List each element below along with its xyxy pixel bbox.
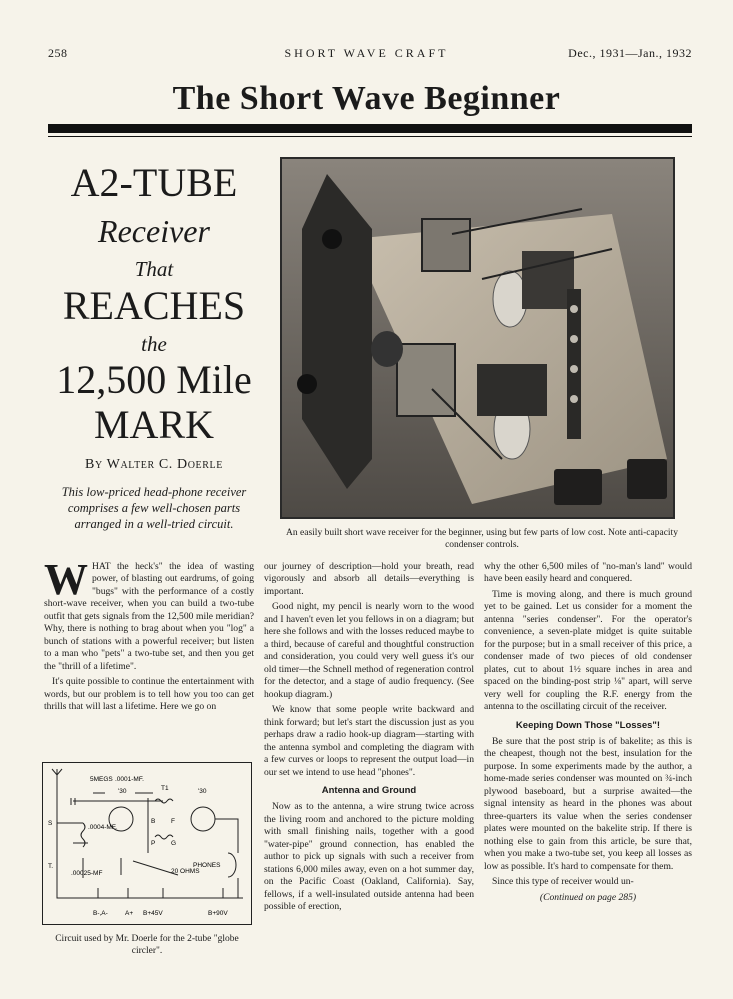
- column-2-paragraph-3: We know that some people write backward and think forward; but let's start the discussion just as you perhaps draw a radio hook-up diagram—starting with the antenna symbol and completing the diagram with a few curves or loops to represent the output load—in our set we intend to use head "phones".: [264, 704, 474, 778]
- headline-line-1: A2-TUBE: [70, 160, 238, 205]
- column-3-paragraph-3: Be sure that the post strip is of bakelite; as this is the cheapest, though not the best, insulation for the purpose. In some experiments made by the author, a home-made series condenser was mounted on ¾-inch plywood baseboard, but a surprise awaited—the signal intensity as heard in the phones was about three-quarters its value when the series condenser plates were mounted on the bakelite strip. If there is nothing else to gain from this article, be sure that, when you make a two-tube set, you keep all losses as low as possible. It's hard to compensate for them.: [484, 735, 692, 872]
- magazine-name: SHORT WAVE CRAFT: [284, 46, 449, 60]
- diagram-label-battery-2: A+: [125, 910, 134, 917]
- diagram-label-ohms: 20 OHMS: [171, 868, 200, 875]
- subhead: This low-priced head-phone receiver comprises a few well-chosen parts arranged in a well-tried circuit.: [61, 485, 247, 531]
- diagram-label-battery-1: B-,A-: [93, 910, 108, 917]
- title-rule-thin: [48, 136, 692, 137]
- diagram-label-c00025: .00025-MF: [71, 870, 103, 877]
- diagram-label-t: T.: [48, 863, 54, 870]
- headline-line-6: 12,500 Mile: [56, 357, 252, 402]
- receiver-photo-image: [282, 159, 673, 517]
- headline-line-5: the: [141, 332, 167, 356]
- diagram-label-p: P: [151, 840, 156, 847]
- title-rule-thick: [48, 124, 692, 133]
- issue-date: Dec., 1931—Jan., 1932: [568, 46, 692, 60]
- column-3-paragraph-1: why the other 6,500 miles of "no-man's land" would have been easily heard and conquered.: [484, 561, 692, 585]
- column-1-paragraph-1-text: HAT the heck's" the idea of wasting power, of blasting out eardrums, of going "bugs" with the performance of a costly short-wave receiver, when you can build a two-tube outfit that gets signals from the 12,500 mile meridian? Why, there is nothing to brag about when you "log" a bunch of stations with a powerful receiver; but listen to a man who "pets" a two-tube set, and then you get the "thrill of a lifetime".: [44, 561, 254, 672]
- diagram-label-5megs: 5MEGS: [90, 776, 113, 783]
- drop-cap: W: [44, 555, 88, 604]
- column-2-paragraph-4: Now as to the antenna, a wire strung twice across the living room and anchored to the picture molding with small finishing nails, together with a good "water-pipe" ground connection, has enabled the author to pick up signals with such a receiver from stations 6,000 miles away, even on a hot summer day, on the Pacific Coast (Oakland, California). Say, fellows, if a well-insulated outside antenna had been possible of erection,: [264, 801, 474, 913]
- column-3: [484, 561, 692, 904]
- column-3-paragraph-4: Since this type of receiver would un-: [492, 876, 634, 888]
- losses-heading: Keeping Down Those "Losses"!: [515, 719, 661, 731]
- diagram-label-battery-3: B+45V: [143, 910, 163, 917]
- column-2-paragraph-2: Good night, my pencil is nearly worn to the wood and I haven't even let you fellows in on a diagram; but here she follows and with the losses reduced maybe to a third, because of careful and thoughtful construction and consideration, you could very well guess it's our old timer—the Schnell method of regeneration control for the detector, and a stage of audio frequency. (See hookup diagram.): [264, 601, 474, 700]
- column-3-paragraph-2: Time is moving along, and there is much ground yet to be gained. Let us consider for a moment the antenna "series condenser". For the operator's convenience, a seven-plate midget is quite suitable for the purpose; but in a small receiver of this price, a condenser made of two pieces of old condenser plates, cut to about 1½ square inches in area and spaced on the binding-post strip ⅛" apart, will serve very well for coupling the R.F. energy from the antenna to the oscillating circuit of the receiver.: [484, 588, 692, 713]
- diagram-label-f: F: [171, 818, 175, 825]
- headline-line-2: Receiver: [98, 213, 210, 249]
- column-2-paragraph-1: our journey of description—hold your breath, read vigorously and absorb all details—everything is important.: [264, 561, 474, 597]
- diagram-label-tube-right: '30: [198, 788, 207, 795]
- section-title: The Short Wave Beginner: [172, 80, 561, 117]
- continued-note[interactable]: (Continued on page 285): [539, 891, 637, 903]
- column-2: [264, 561, 474, 917]
- diagram-label-t1: T1: [161, 785, 169, 792]
- photo-caption: An easily built short wave receiver for the beginner, using but few parts of low cost. Note anti-capacity condenser controls.: [286, 528, 678, 550]
- diagram-label-phones: PHONES: [193, 862, 221, 869]
- receiver-photo: [280, 157, 675, 519]
- diagram-caption: Circuit used by Mr. Doerle for the 2-tube "globe circler".: [55, 934, 239, 956]
- circuit-diagram: [42, 762, 252, 925]
- page-number: 258: [48, 46, 68, 60]
- column-1-paragraph-1: [44, 555, 254, 673]
- antenna-ground-heading: Antenna and Ground: [321, 784, 417, 796]
- diagram-label-c0004: .0004-MF.: [88, 824, 117, 831]
- diagram-label-tube-left: '30: [118, 788, 127, 795]
- headline-line-4: REACHES: [62, 283, 246, 328]
- diagram-label-s: S: [48, 820, 53, 827]
- diagram-label-g: G: [171, 840, 177, 847]
- diagram-label-battery-4: B+90V: [208, 910, 228, 917]
- diagram-label-b: B: [151, 818, 156, 825]
- column-1-paragraph-2: It's quite possible to continue the entertainment with words, but our problem is to tell how you too can get thrills that will last a lifetime. Here we go on: [44, 676, 254, 713]
- headline-line-3: That: [134, 257, 174, 281]
- headline-line-7: MARK: [93, 402, 215, 447]
- column-1: [44, 555, 254, 717]
- byline: By Walter C. Doerle: [85, 457, 223, 472]
- diagram-label-c0001: .0001-MF.: [115, 776, 144, 783]
- circuit-schematic: [43, 763, 250, 923]
